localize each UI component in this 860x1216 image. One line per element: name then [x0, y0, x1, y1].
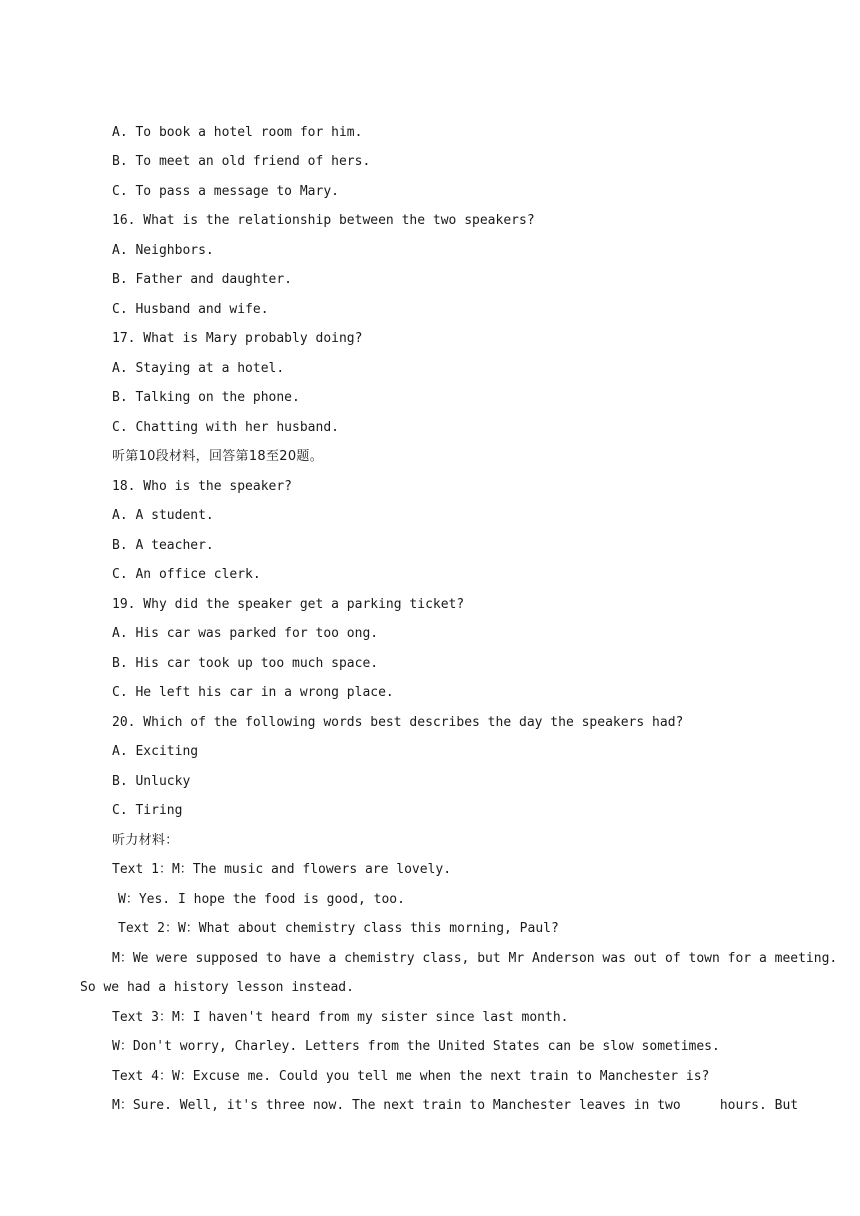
transcript-text2-m: M：We were supposed to have a chemistry class, but Mr Anderson was out of town for a meeting.: [112, 951, 838, 966]
transcript-text3-w: W：Don't worry, Charley. Letters from the United States can be slow sometimes.: [112, 1039, 720, 1054]
transcript-text1-w: W：Yes. I hope the food is good, too.: [118, 892, 405, 907]
option-15b: B. To meet an old friend of hers.: [112, 154, 371, 169]
question-16: 16. What is the relationship between the two speakers?: [112, 213, 535, 228]
question-18: 18. Who is the speaker?: [112, 479, 293, 494]
option-15a: A. To book a hotel room for him.: [112, 125, 363, 140]
option-17a: A. Staying at a hotel.: [112, 361, 285, 376]
option-15c: C. To pass a message to Mary.: [112, 184, 339, 199]
transcript-text2-w: Text 2：W：What about chemistry class this morning, Paul?: [118, 921, 559, 936]
transcript-text4-w: Text 4：W：Excuse me. Could you tell me when the next train to Manchester is?: [112, 1069, 710, 1084]
option-18c: C. An office clerk.: [112, 567, 261, 582]
transcript-text4-m: M：Sure. Well, it's three now. The next train to Manchester leaves in two hours. But: [112, 1098, 799, 1113]
transcript-heading: 听力材料：: [112, 833, 179, 848]
option-16b: B. Father and daughter.: [112, 272, 293, 287]
option-19b: B. His car took up too much space.: [112, 656, 379, 671]
option-17c: C. Chatting with her husband.: [112, 420, 339, 435]
question-19: 19. Why did the speaker get a parking ticket?: [112, 597, 465, 612]
option-19a: A. His car was parked for too ong.: [112, 626, 379, 641]
option-20b: B. Unlucky: [112, 774, 191, 789]
transcript-text3-m: Text 3：M：I haven't heard from my sister since last month.: [112, 1010, 569, 1025]
option-18b: B. A teacher.: [112, 538, 214, 553]
option-16c: C. Husband and wife.: [112, 302, 269, 317]
question-20: 20. Which of the following words best describes the day the speakers had?: [112, 715, 684, 730]
transcript-text2-m-cont: So we had a history lesson instead.: [80, 980, 354, 995]
option-20c: C. Tiring: [112, 803, 183, 818]
transcript-text1-m: Text 1：M：The music and flowers are lovely.: [112, 862, 452, 877]
option-16a: A. Neighbors.: [112, 243, 214, 258]
option-20a: A. Exciting: [112, 744, 199, 759]
section-instruction: 听第10段材料，回答第18至20题。: [112, 449, 324, 464]
option-18a: A. A student.: [112, 508, 214, 523]
option-19c: C. He left his car in a wrong place.: [112, 685, 394, 700]
question-17: 17. What is Mary probably doing?: [112, 331, 363, 346]
option-17b: B. Talking on the phone.: [112, 390, 300, 405]
